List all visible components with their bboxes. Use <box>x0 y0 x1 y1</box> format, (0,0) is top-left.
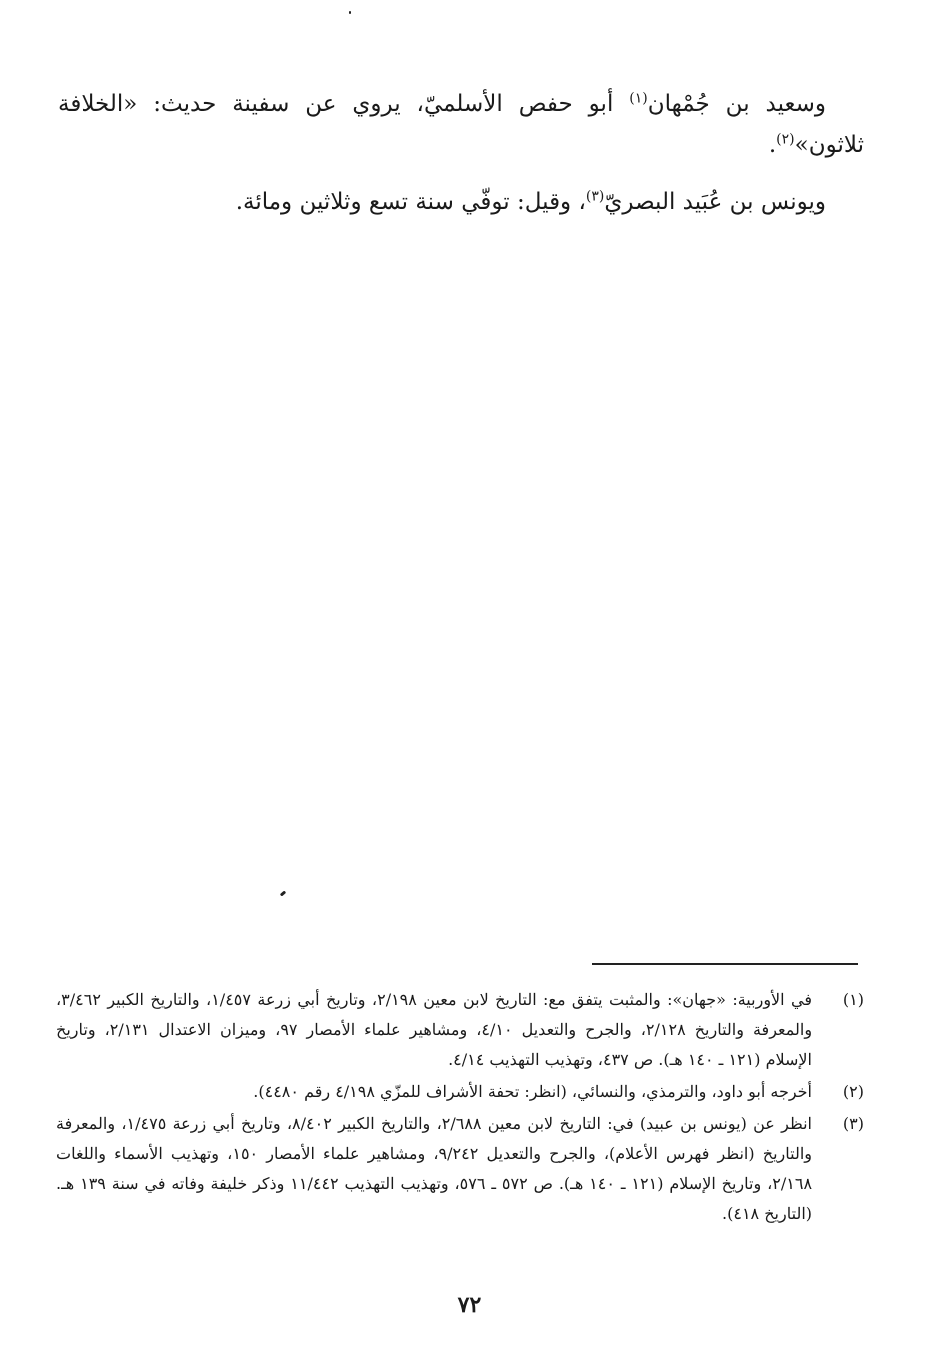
footnote-number: (٢) <box>842 1082 864 1101</box>
stray-ink-mark <box>280 890 287 896</box>
paragraph-said-ibn-jumhan <box>58 84 864 166</box>
footnote-text: في الأوربية: «جهان»: والمثبت يتفق مع: التاريخ لابن معين ٢/١٩٨، وتاريخ أبي زرعة ١/٤٥٧، والتاريخ الكبير ٣/٤٦٢، والمعرفة والتاريخ ٢/١٢٨، والجرح والتعديل ٤/١٠، ومشاهير علماء الأمصار ٩٧، وميزان الاعتدال ٢/١٣١، وتاريخ الإسلام (١٢١ ـ ١٤٠ هـ). ص ٤٣٧، وتهذيب التهذيب ٤/١٤. <box>56 990 813 1069</box>
main-text <box>58 84 864 223</box>
stray-ink-dot <box>349 11 351 14</box>
page-number: ٧٢ <box>457 1292 482 1318</box>
footnote-1 <box>56 985 864 1075</box>
footnote-number: (١) <box>842 990 864 1009</box>
para2-after: ، وقيل: توفّي سنة تسع وثلاثين ومائة. <box>235 189 586 215</box>
footnotes <box>56 985 864 1231</box>
footnote-text: أخرجه أبو داود، والترمذي، والنسائي، (انظر: تحفة الأشراف للمزّي ٤/١٩٨ رقم ٤٤٨٠). <box>253 1082 812 1101</box>
para1-middle: أبو حفص الأسلميّ، يروي عن سفينة حديث: «الخلافة ثلاثون» <box>58 91 864 158</box>
footnote-ref-2[interactable]: (٢) <box>776 131 795 148</box>
footnote-number: (٣) <box>842 1114 864 1133</box>
para1-after: . <box>768 132 777 158</box>
footnote-ref-3[interactable]: (٣) <box>585 188 605 205</box>
footnote-2 <box>56 1077 864 1107</box>
paragraph-yunus-ibn-ubayd <box>58 182 864 223</box>
para2-before: ويونس بن عُبَيد البصريّ <box>604 189 826 215</box>
footnote-text: انظر عن (يونس بن عبيد) في: التاريخ لابن معين ٢/٦٨٨، والتاريخ الكبير ٨/٤٠٢، وتاريخ أبي زرعة ١/٤٧٥، والمعرفة والتاريخ (انظر فهرس الأعلام)، والجرح والتعديل ٩/٢٤٢، ومشاهير علماء الأمصار ١٥٠، وتهذيب الأسماء واللغات ٢/١٦٨، وتاريخ الإسلام (١٢١ ـ ١٤٠ هـ). ص ٥٧٢ ـ ٥٧٦، وتهذيب التهذيب ١١/٤٤٢ وذكر خليفة وفاته في سنة ١٣٩ هـ. (التاريخ ٤١٨). <box>56 1114 813 1223</box>
para1-before: وسعيد بن جُمْهان <box>647 91 826 117</box>
footnote-separator <box>592 963 858 965</box>
footnote-3 <box>56 1109 864 1229</box>
footnote-ref-1[interactable]: (١) <box>629 90 648 107</box>
